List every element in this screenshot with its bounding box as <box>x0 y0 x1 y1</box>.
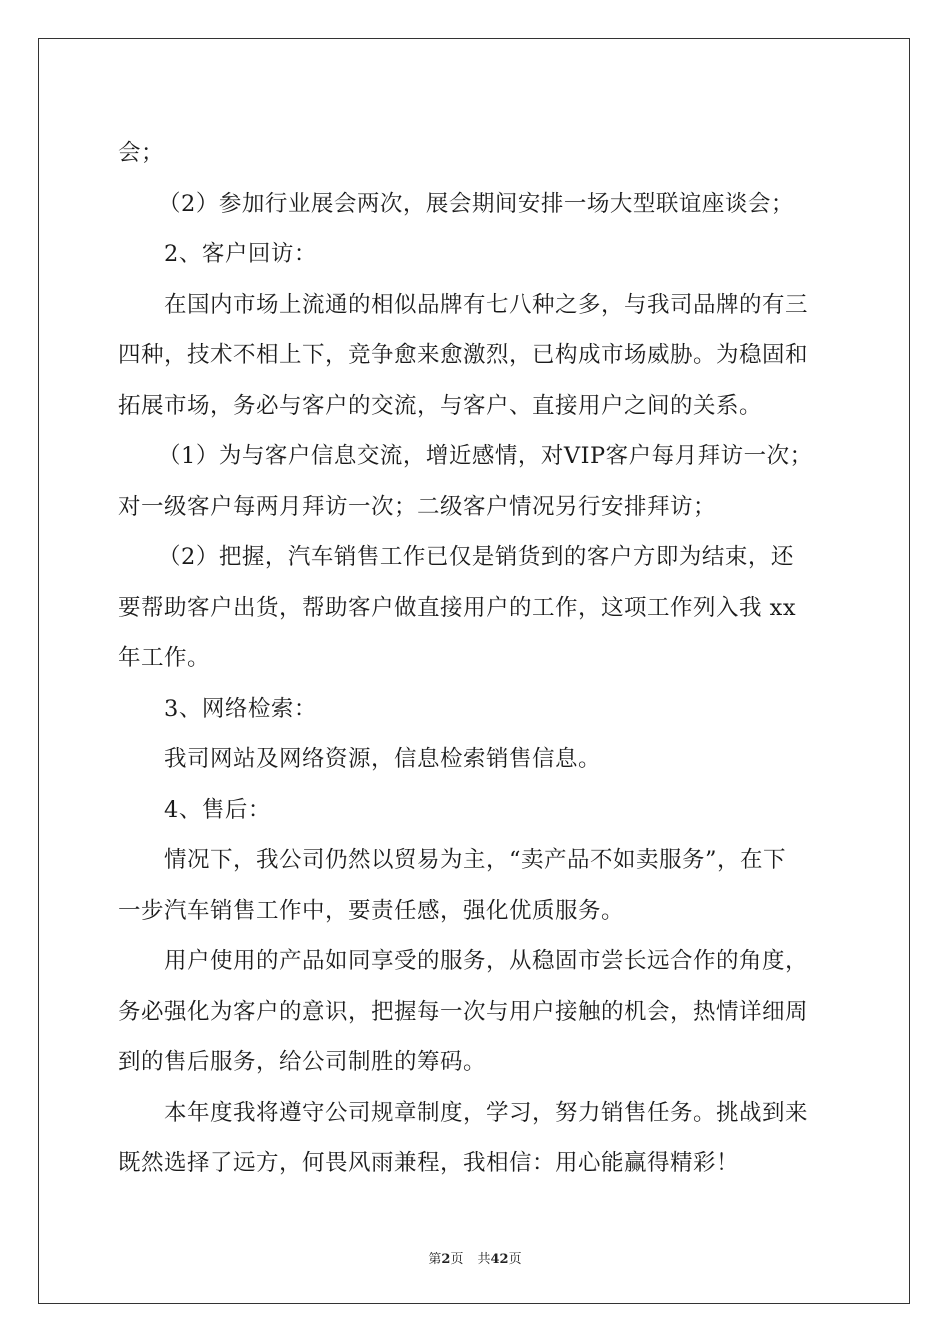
text-line: 用户使用的产品如同享受的服务，从稳固市尝长远合作的角度， <box>164 948 809 974</box>
footer-total-suffix: 页 <box>508 1252 522 1267</box>
paragraph <box>118 179 838 230</box>
paragraph <box>118 532 838 684</box>
text-line: 我司网站及网络资源，信息检索销售信息。 <box>164 746 602 772</box>
paragraph <box>118 684 838 735</box>
paragraph <box>118 128 838 179</box>
text-line: 会； <box>118 140 165 166</box>
text-line: （1）为与客户信息交流，增近感情，对VIP客户每月拜访一次； <box>158 443 813 469</box>
paragraph <box>118 431 838 532</box>
paragraph <box>118 229 838 280</box>
paragraph <box>118 1088 838 1189</box>
text-line: 3、网络检索： <box>164 695 317 722</box>
text-line: 2、客户回访： <box>164 241 317 267</box>
text-line: （2）把握，汽车销售工作已仅是销货到的客户方即为结束，还 <box>158 544 794 570</box>
text-line: 一步汽车销售工作中，要责任感，强化优质服务。 <box>118 897 625 924</box>
text-line: 要帮助客户出货，帮助客户做直接用户的工作，这项工作列入我 xx <box>118 594 797 621</box>
footer-total-pages: 42 <box>490 1252 509 1267</box>
footer-page-number: 2 <box>441 1252 451 1267</box>
text-line: （2）参加行业展会两次，展会期间安排一场大型联谊座谈会； <box>158 190 794 217</box>
paragraph <box>118 936 838 1088</box>
text-line: 对一级客户每两月拜访一次；二级客户情况另行安排拜访； <box>118 493 717 520</box>
text-line: 拓展市场，务必与客户的交流，与客户、直接用户之间的关系。 <box>118 392 763 419</box>
text-line: 4、售后： <box>164 796 271 823</box>
text-line: 在国内市场上流通的相似品牌有七八种之多，与我司品牌的有三 <box>164 291 809 318</box>
text-line: 情况下，我公司仍然以贸易为主，“卖产品不如卖服务”，在下 <box>164 847 787 873</box>
footer-page-prefix: 第 <box>428 1252 442 1267</box>
paragraph <box>118 734 838 785</box>
document-body <box>118 128 838 1189</box>
text-line: 四种，技术不相上下，竞争愈来愈激烈，已构成市场威胁。为稳固和 <box>118 342 809 368</box>
paragraph <box>118 835 838 936</box>
text-line: 本年度我将遵守公司规章制度，学习，努力销售任务。挑战到来 <box>164 1099 809 1126</box>
text-line: 到的售后服务，给公司制胜的筹码。 <box>118 1049 487 1075</box>
footer-total-prefix: 共 <box>477 1252 491 1267</box>
paragraph <box>118 280 838 432</box>
page-footer <box>0 1248 950 1267</box>
text-line: 既然选择了远方，何畏风雨兼程，我相信：用心能赢得精彩！ <box>118 1150 740 1176</box>
paragraph <box>118 785 838 836</box>
footer-page-suffix: 页 <box>450 1252 464 1267</box>
text-line: 务必强化为客户的意识，把握每一次与用户接触的机会，热情详细周 <box>118 998 809 1025</box>
text-line: 年工作。 <box>118 645 211 671</box>
